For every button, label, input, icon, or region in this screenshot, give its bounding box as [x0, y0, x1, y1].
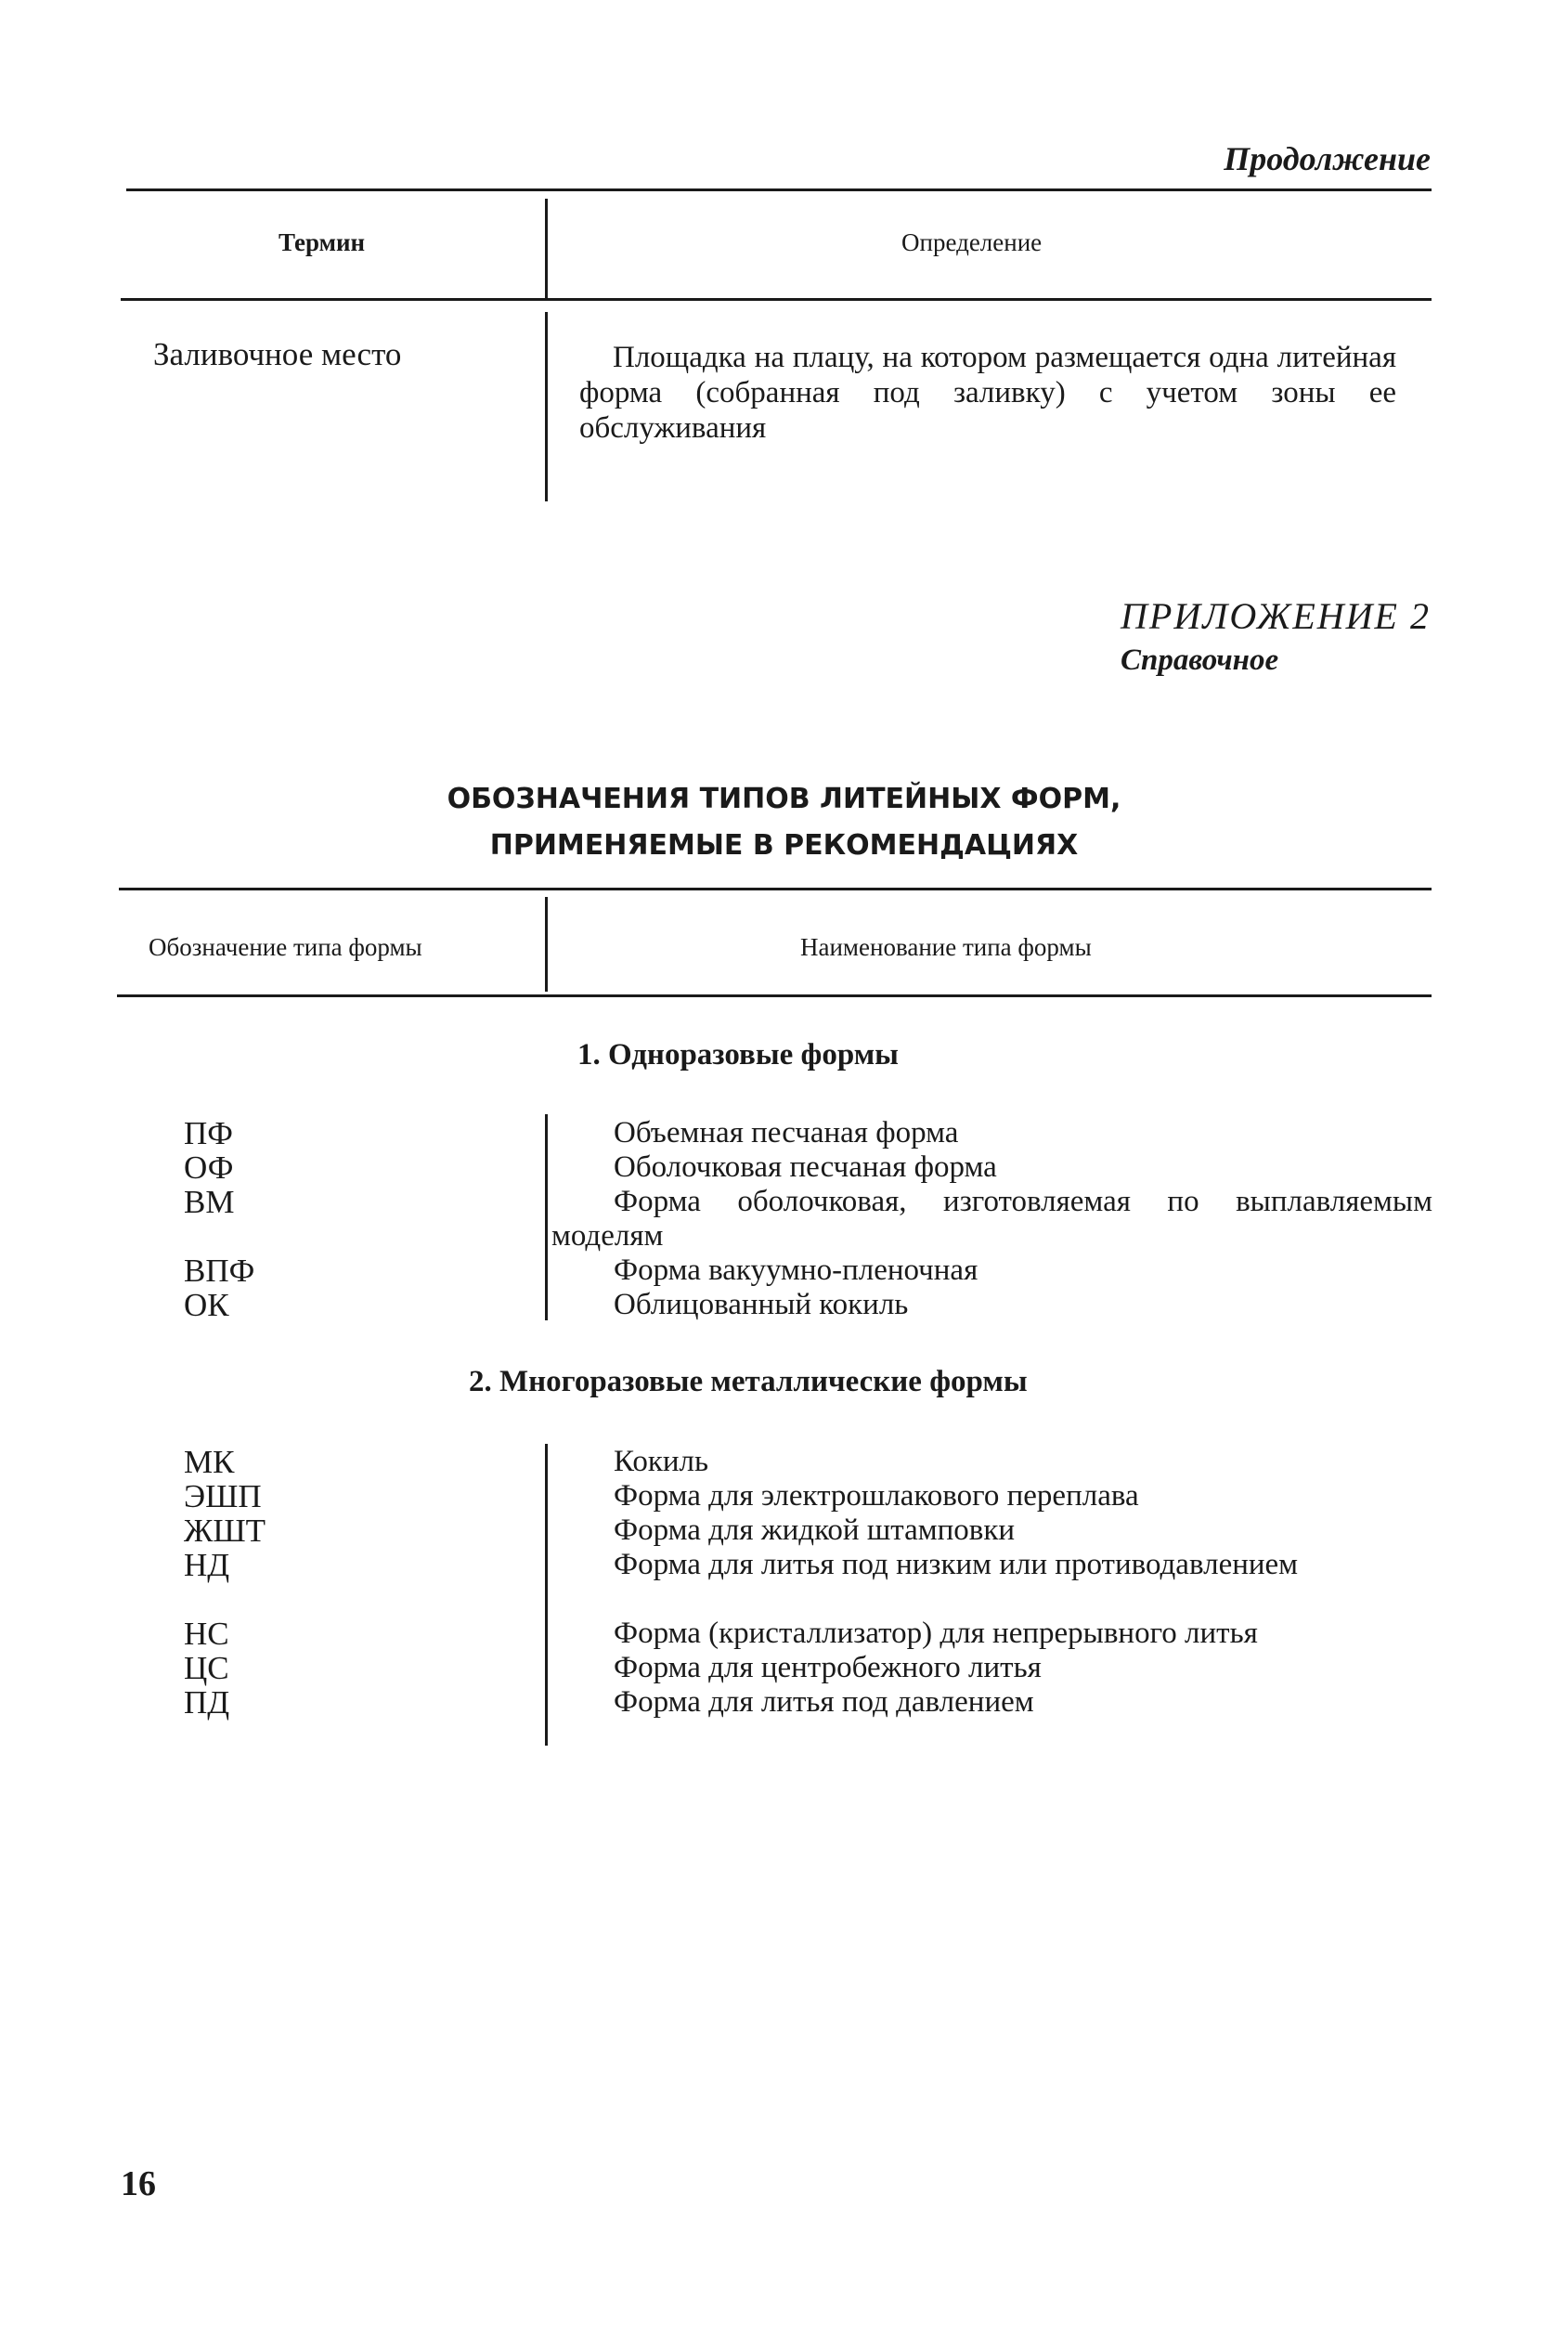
column-header-name: Наименование типа формы	[800, 933, 1092, 961]
table-header-rule	[117, 994, 1432, 997]
group-title: 2. Многоразовые металлические формы	[469, 1365, 1028, 1398]
appendix-heading	[1121, 594, 1431, 678]
type-name: Форма для электрошлакового переплава	[614, 1479, 1139, 1513]
type-name: Форма для центробежного литья	[614, 1651, 1042, 1684]
type-name: Форма вакуумно-пленочная	[614, 1253, 978, 1287]
type-name: Форма для жидкой штамповки	[614, 1513, 1016, 1547]
type-code: ОФ	[184, 1150, 234, 1186]
type-code: ВПФ	[184, 1253, 255, 1289]
type-name: Форма оболочковая, изготовляемая по выплавляемым моделям	[551, 1185, 1432, 1253]
type-name: Форма для литья под низким или противодавлением	[614, 1548, 1299, 1581]
type-code: ПФ	[184, 1115, 233, 1151]
term-cell: Заливочное место	[153, 336, 402, 372]
type-code: ПД	[184, 1684, 230, 1721]
type-name: Форма для литья под давлением	[614, 1685, 1034, 1719]
column-header-code: Обозначение типа формы	[149, 933, 422, 961]
type-code: ОК	[184, 1287, 229, 1323]
appendix-label: ПРИЛОЖЕНИЕ 2	[1121, 595, 1431, 637]
definition-cell: Площадка на плацу, на котором размещается одна литейная форма (собранная под заливку) с учетом зоны ее обслуживания	[579, 341, 1396, 445]
type-code: НС	[184, 1616, 229, 1652]
page-number: 16	[121, 2164, 156, 2203]
type-code: ЦС	[184, 1650, 229, 1686]
section-title-line1: ОБОЗНАЧЕНИЯ ТИПОВ ЛИТЕЙНЫХ ФОРМ,	[447, 783, 1121, 815]
table-column-divider	[545, 199, 548, 299]
section-title	[0, 776, 1568, 869]
table-column-divider	[545, 1114, 548, 1320]
type-code: ЖШТ	[184, 1513, 266, 1549]
table-column-divider	[545, 1444, 548, 1746]
group-title: 1. Одноразовые формы	[577, 1038, 899, 1072]
table-top-rule	[119, 888, 1432, 890]
type-code: ВМ	[184, 1184, 235, 1220]
column-header-term: Термин	[279, 228, 366, 256]
continuation-label: Продолжение	[1224, 140, 1431, 177]
column-header-definition: Определение	[901, 228, 1043, 256]
table-column-divider	[545, 312, 548, 501]
table-header-rule	[121, 298, 1432, 301]
type-code: МК	[184, 1444, 235, 1480]
type-name: Оболочковая песчаная форма	[614, 1150, 997, 1184]
appendix-type: Справочное	[1121, 643, 1279, 677]
type-name: Объемная песчаная форма	[614, 1116, 959, 1150]
table-top-rule	[126, 188, 1432, 191]
type-name: Кокиль	[614, 1445, 709, 1478]
type-code: ЭШП	[184, 1478, 262, 1514]
type-code: НД	[184, 1547, 230, 1583]
table-column-divider	[545, 897, 548, 992]
section-title-line2: ПРИМЕНЯЕМЫЕ В РЕКОМЕНДАЦИЯХ	[489, 829, 1079, 862]
type-name: Форма (кристаллизатор) для непрерывного литья	[614, 1617, 1258, 1650]
type-name: Облицованный кокиль	[614, 1288, 909, 1321]
